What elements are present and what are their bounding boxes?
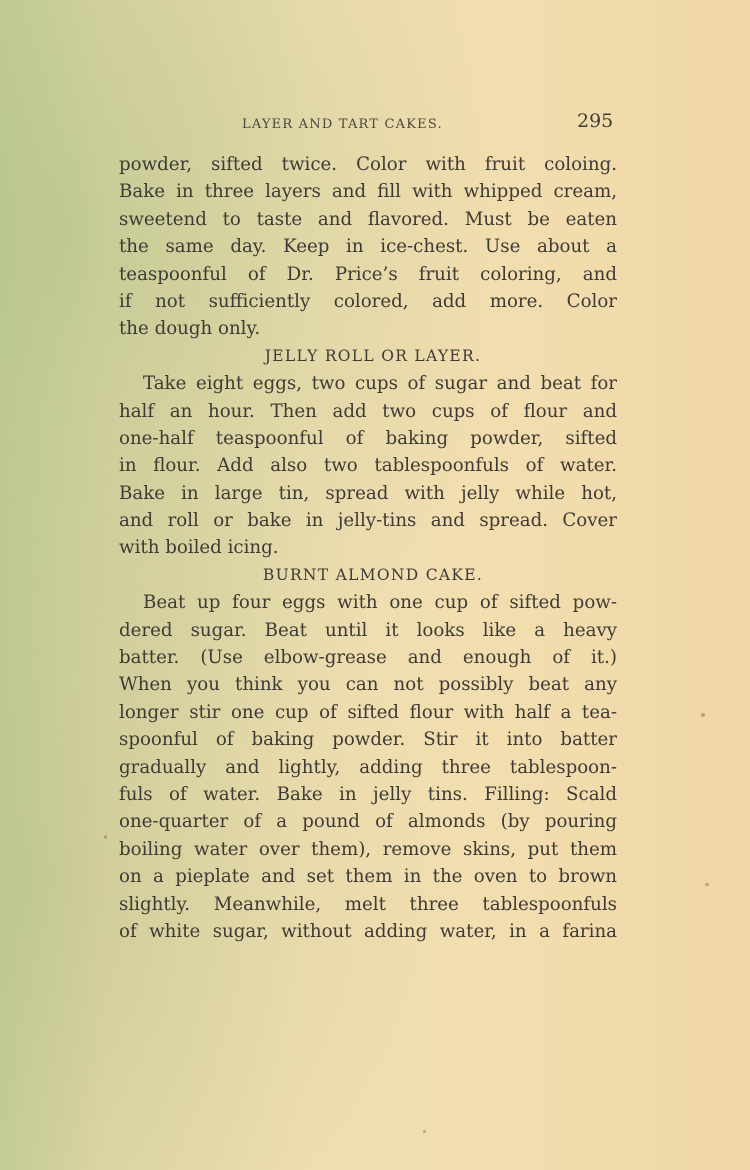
text-line: spoonful of baking powder. Stir it into batter [119,729,617,751]
paper-speck [705,883,709,886]
text-line: teaspoonful of Dr. Price’s fruit coloring, and [119,263,617,285]
body-text [119,151,617,945]
running-head: LAYER AND TART CAKES. [242,117,443,132]
text-line: in flour. Add also two tablespoonfuls of water. [119,455,617,477]
text-line: if not sufficiently colored, add more. Color [119,290,617,312]
text-line: the same day. Keep in ice-chest. Use about a [119,236,617,258]
paper-speck [423,1130,426,1133]
text-line: Beat up four eggs with one cup of sifted pow- [143,592,617,614]
text-line: powder, sifted twice. Color with fruit coloing. [119,154,617,175]
text-line: half an hour. Then add two cups of flour and [119,400,617,422]
text-line: gradually and lightly, adding three tablespoon- [119,756,617,778]
text-line: on a pieplate and set them in the oven to brown [119,866,617,888]
text-line: Bake in large tin, spread with jelly while hot, [119,482,617,504]
text-line: the dough only. [119,318,261,340]
text-line: boiling water over them), remove skins, put them [119,838,617,860]
text-line: one-half teaspoonful of baking powder, sifted [119,427,617,449]
text-line: dered sugar. Beat until it looks like a heavy [119,619,617,641]
jelly-roll-paragraph [119,370,617,562]
paper-speck [701,713,705,717]
text-line: slightly. Meanwhile, melt three tablespoonfuls [119,893,617,915]
text-line: and roll or bake in jelly-tins and spread. Cover [119,510,617,532]
paper-speck [104,835,107,839]
recipe-heading-jelly-roll: JELLY ROLL OR LAYER. [264,346,482,365]
text-line: batter. (Use elbow-grease and enough of it.) [119,647,617,669]
text-line: When you think you can not possibly beat any [119,674,617,696]
continued-paragraph [119,151,617,343]
text-line: Take eight eggs, two cups of sugar and beat for [143,373,617,395]
text-line: longer stir one cup of sifted flour with half a tea- [119,701,617,723]
text-line: one-quarter of a pound of almonds (by pouring [119,811,617,833]
text-line: fuls of water. Bake in jelly tins. Filling: Scald [119,783,617,805]
burnt-almond-paragraph [119,589,617,945]
recipe-heading-burnt-almond: BURNT ALMOND CAKE. [262,565,484,584]
text-line: sweetend to taste and flavored. Must be eaten [119,208,617,230]
text-line: of white sugar, without adding water, in a farina [119,920,617,942]
page-number: 295 [577,110,614,132]
text-line: Bake in three layers and fill with whipped cream, [119,181,617,203]
text-line: with boiled icing. [119,537,279,559]
